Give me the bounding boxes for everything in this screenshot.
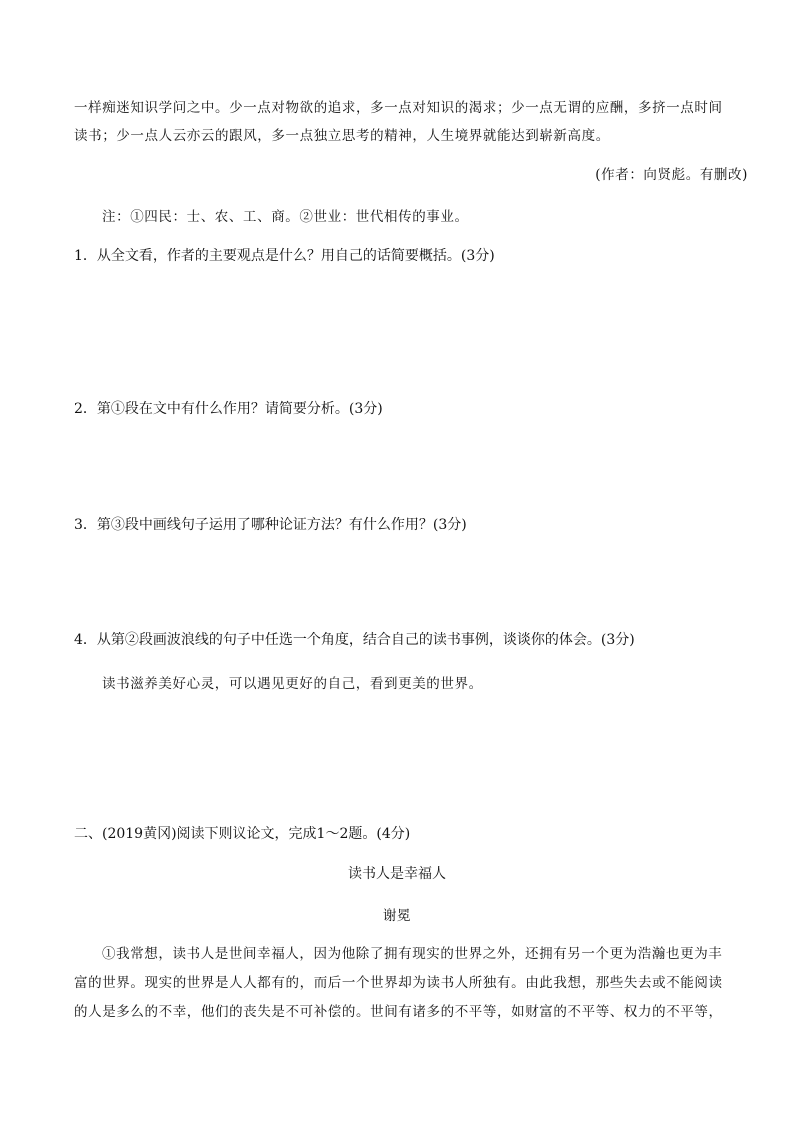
question-4: 4．从第②段画波浪线的句子中任选一个角度，结合自己的读书事例，谈谈你的体会。(3分) (74, 632, 635, 648)
footnote: 注：①四民：士、农、工、商。②世业：世代相传的事业。 (102, 209, 469, 225)
source-attribution: (作者：向贤彪。有删改) (595, 167, 748, 183)
question-2: 2．第①段在文中有什么作用？请简要分析。(3分) (74, 401, 383, 417)
answer-quote: 读书滋养美好心灵，可以遇见更好的自己，看到更美的世界。 (102, 676, 483, 692)
question-3: 3．第③段中画线句子运用了哪种论证方法？有什么作用？(3分) (74, 517, 467, 533)
question-1: 1．从全文看，作者的主要观点是什么？用自己的话简要概括。(3分) (74, 248, 495, 264)
section-heading: 二、(2019黄冈)阅读下则议论文，完成1～2题。(4分) (74, 826, 411, 842)
article-author: 谢冕 (382, 908, 412, 924)
paragraph-line: ①我常想，读书人是世间幸福人，因为他除了拥有现实的世界之外，还拥有另一个更为浩瀚也更为丰 (102, 946, 723, 962)
passage-line: 一样痴迷知识学问之中。少一点对物欲的追求，多一点对知识的渴求；少一点无谓的应酬，多挤一点时间 (74, 100, 723, 116)
paragraph-line: 的人是多么的不幸，他们的丧失是不可补偿的。世间有诸多的不平等，如财富的不平等、权力的不平等， (74, 1004, 723, 1020)
paragraph-line: 富的世界。现实的世界是人人都有的，而后一个世界却为读书人所独有。由此我想，那些失去或不能阅读 (74, 975, 723, 991)
passage-line: 读书；少一点人云亦云的跟风，多一点独立思考的精神，人生境界就能达到崭新高度。 (74, 128, 610, 144)
article-title: 读书人是幸福人 (348, 866, 446, 882)
